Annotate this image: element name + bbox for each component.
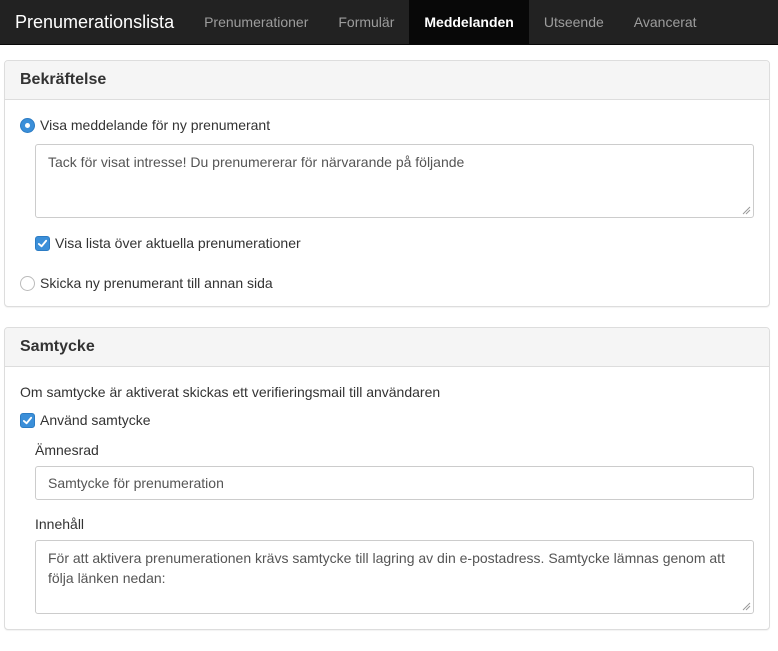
consent-description: Om samtycke är aktiverat skickas ett verifieringsmail till användaren	[20, 384, 441, 400]
checkbox-checked-icon[interactable]	[35, 236, 50, 251]
content-textarea[interactable]	[35, 540, 754, 614]
checkbox-show-list-label: Visa lista över aktuella prenumerationer	[55, 235, 301, 251]
confirmation-message-textarea[interactable]	[35, 144, 754, 218]
content-label: Innehåll	[35, 516, 85, 532]
checkbox-use-consent[interactable]	[20, 412, 754, 428]
subject-label: Ämnesrad	[35, 442, 99, 458]
radio-redirect[interactable]	[20, 275, 754, 291]
consent-panel	[4, 327, 770, 630]
radio-show-message-label: Visa meddelande för ny prenumerant	[40, 117, 271, 133]
confirmation-panel-title: Bekräftelse	[5, 61, 769, 100]
checkbox-show-list[interactable]	[35, 235, 754, 251]
top-navbar	[0, 0, 778, 45]
tab-formular[interactable]: Formulär	[338, 14, 395, 30]
radio-show-message[interactable]	[20, 117, 754, 133]
checkbox-use-consent-label: Använd samtycke	[40, 412, 151, 428]
resize-handle-icon[interactable]	[742, 206, 751, 215]
brand-title[interactable]: Prenumerationslista	[15, 11, 175, 32]
main-content	[0, 45, 778, 630]
radio-redirect-label: Skicka ny prenumerant till annan sida	[40, 275, 273, 291]
confirmation-message-text: Tack för visat intresse! Du prenumererar för närvarande på följande	[48, 154, 465, 170]
tab-prenumerationer[interactable]: Prenumerationer	[204, 14, 309, 30]
content-text: För att aktivera prenumerationen krävs samtycke till lagring av din e-postadress. Samtycke lämnas genom att följa länken nedan:	[48, 550, 725, 586]
subject-input-value: Samtycke för prenumeration	[48, 475, 224, 491]
checkbox-checked-icon[interactable]	[20, 413, 35, 428]
radio-checked-icon[interactable]	[20, 118, 35, 133]
tab-avancerat[interactable]: Avancerat	[633, 14, 697, 30]
confirmation-panel	[4, 60, 770, 307]
nav-tabs	[189, 0, 711, 44]
resize-handle-icon[interactable]	[742, 602, 751, 611]
consent-panel-title: Samtycke	[5, 328, 769, 367]
tab-utseende[interactable]: Utseende	[543, 14, 604, 30]
radio-unchecked-icon[interactable]	[20, 276, 35, 291]
tab-meddelanden[interactable]: Meddelanden	[409, 0, 528, 44]
subject-input[interactable]	[35, 466, 754, 500]
